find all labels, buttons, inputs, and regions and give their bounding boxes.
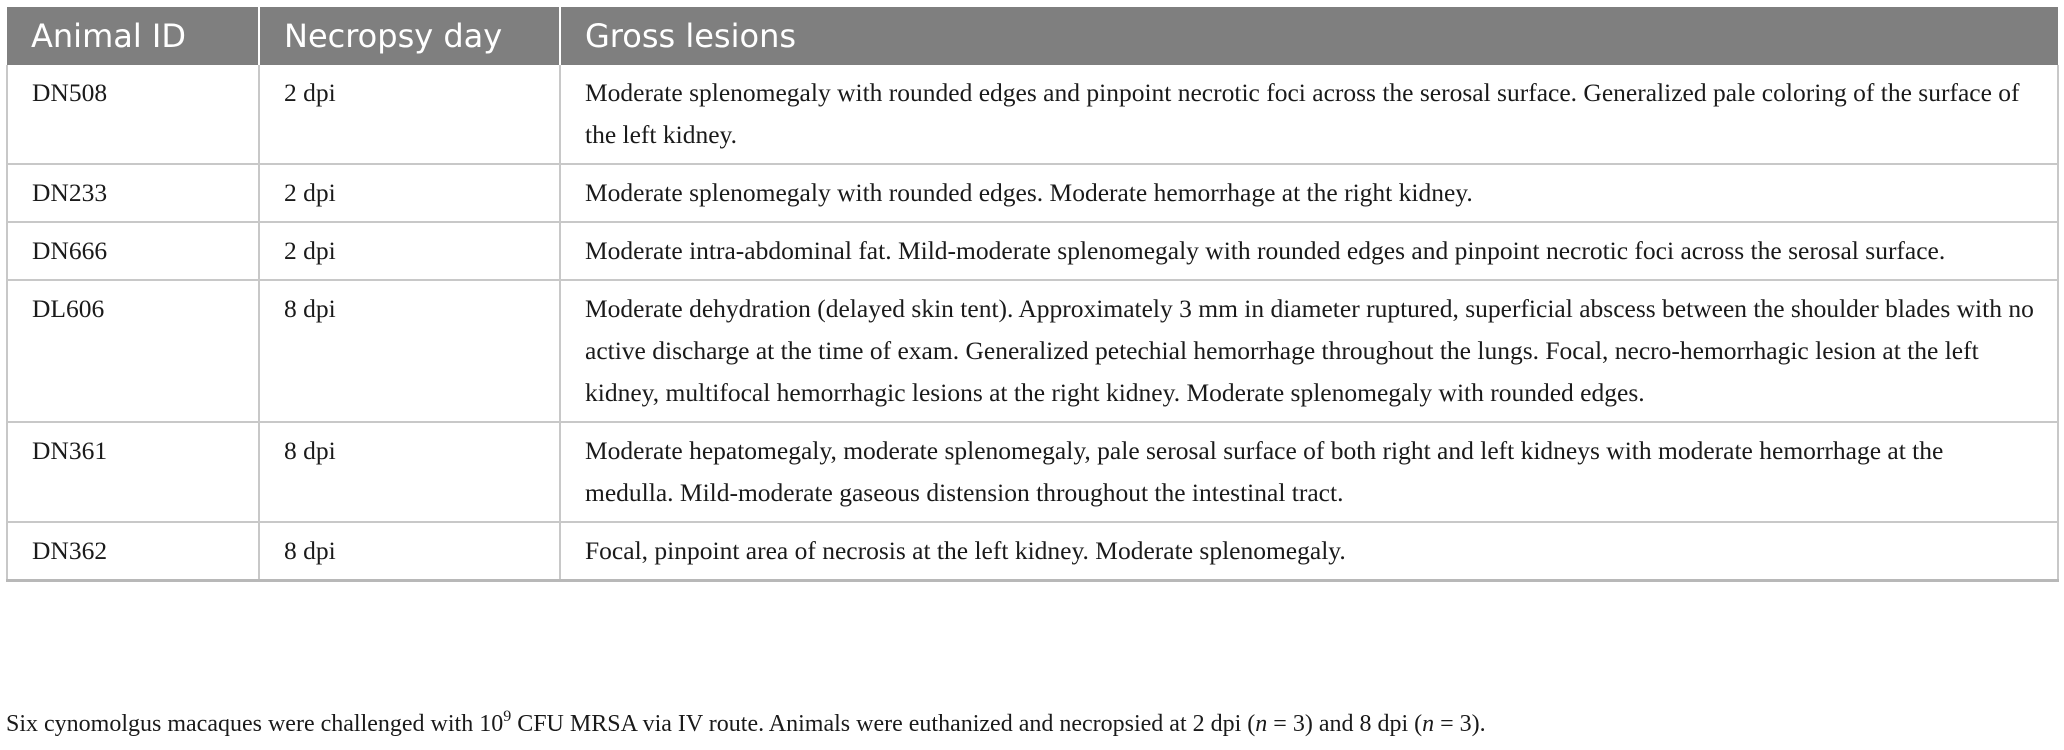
cell-gross-lesions: Moderate splenomegaly with rounded edges. Moderate hemorrhage at the right kidney. <box>560 164 2058 222</box>
footnote-text: CFU MRSA via IV route. Animals were euthanized and necropsied at 2 dpi ( <box>511 711 1256 737</box>
cell-gross-lesions: Moderate splenomegaly with rounded edges and pinpoint necrotic foci across the serosal surface. Generalized pale coloring of the surface of the left kidney. <box>560 65 2058 164</box>
cell-gross-lesions: Moderate dehydration (delayed skin tent). Approximately 3 mm in diameter ruptured, superficial abscess between the shoulder blades with no active discharge at the time of exam. Generalized petechial hemorrhage throughout the lungs. Focal, necro-hemorrhagic lesion at the left kidney, multifocal hemorrhagic lesions at the right kidney. Moderate splenomegaly with rounded edges. <box>560 280 2058 422</box>
footnote-text: Six cynomolgus macaques were challenged with 10 <box>6 711 504 737</box>
table-footnote <box>6 708 1486 738</box>
cell-animal-id: DN666 <box>7 222 259 280</box>
table-row <box>7 422 2058 522</box>
footnote-text: = 3). <box>1434 711 1486 737</box>
cell-animal-id: DN362 <box>7 522 259 581</box>
header-gross-lesions: Gross lesions <box>560 7 2058 65</box>
cell-necropsy-day: 2 dpi <box>259 65 560 164</box>
cell-necropsy-day: 2 dpi <box>259 222 560 280</box>
cell-animal-id: DN508 <box>7 65 259 164</box>
header-animal-id: Animal ID <box>7 7 259 65</box>
table-header <box>7 7 2058 65</box>
cell-gross-lesions: Focal, pinpoint area of necrosis at the left kidney. Moderate splenomegaly. <box>560 522 2058 581</box>
cell-necropsy-day: 8 dpi <box>259 280 560 422</box>
cell-necropsy-day: 8 dpi <box>259 522 560 581</box>
footnote-exponent: 9 <box>503 708 512 725</box>
cell-animal-id: DN233 <box>7 164 259 222</box>
footnote-n-symbol: n <box>1255 711 1268 737</box>
table-row <box>7 164 2058 222</box>
table-row <box>7 280 2058 422</box>
header-necropsy-day: Necropsy day <box>259 7 560 65</box>
table-row <box>7 522 2058 581</box>
cell-animal-id: DL606 <box>7 280 259 422</box>
cell-necropsy-day: 2 dpi <box>259 164 560 222</box>
lesions-table-container <box>6 7 2057 582</box>
footnote-text: = 3) and 8 dpi ( <box>1267 711 1423 737</box>
cell-gross-lesions: Moderate hepatomegaly, moderate splenomegaly, pale serosal surface of both right and left kidneys with moderate hemorrhage at the medulla. Mild-moderate gaseous distension throughout the intestinal tract. <box>560 422 2058 522</box>
cell-animal-id: DN361 <box>7 422 259 522</box>
table-row <box>7 65 2058 164</box>
header-row <box>7 7 2058 65</box>
cell-necropsy-day: 8 dpi <box>259 422 560 522</box>
table-body <box>7 65 2058 581</box>
gross-lesions-table <box>6 7 2059 582</box>
cell-gross-lesions: Moderate intra-abdominal fat. Mild-moderate splenomegaly with rounded edges and pinpoint necrotic foci across the serosal surface. <box>560 222 2058 280</box>
table-row <box>7 222 2058 280</box>
footnote-n-symbol: n <box>1422 711 1435 737</box>
